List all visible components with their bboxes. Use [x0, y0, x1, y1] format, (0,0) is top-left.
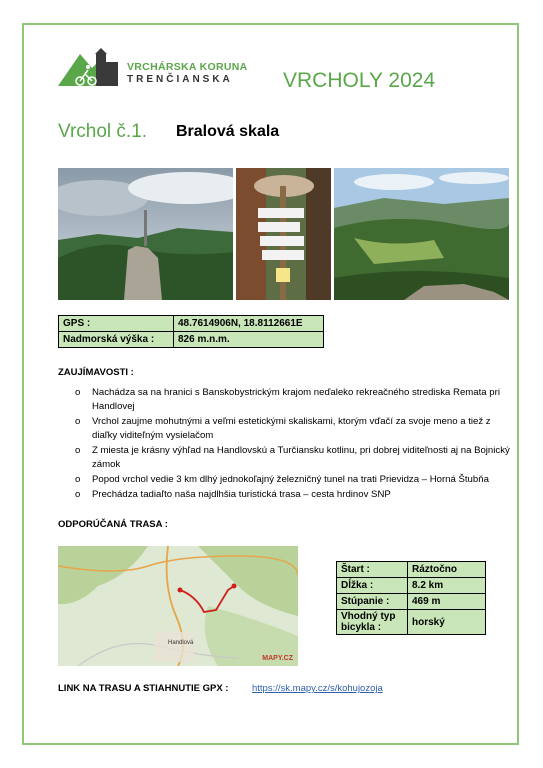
table-row [59, 332, 324, 348]
map-brand-logo: MAPY.CZ [262, 655, 293, 662]
table-row [337, 578, 486, 594]
table-row [337, 594, 486, 610]
ascent-label: Stúpanie : [337, 594, 408, 610]
list-item: o Prechádza tadiaľto naša najdlhšia turistická trasa – cesta hrdinov SNP [75, 489, 391, 500]
photo-signpost [236, 168, 331, 300]
bullet-icon: o [75, 387, 81, 398]
photo-rock-tower [58, 168, 233, 300]
table-row [59, 316, 324, 332]
bullet-icon: o [75, 489, 81, 500]
altitude-value: 826 m.n.m. [174, 332, 324, 348]
gps-label: GPS : [59, 316, 174, 332]
peak-label: Vrchol č.1. [58, 121, 148, 142]
table-row [337, 610, 486, 635]
list-item: o Popod vrchol vedie 3 km dlhý jednokoľajný železničný tunel na trati Prievidza – Horná Štubňa [75, 474, 489, 485]
gpx-link-label: LINK NA TRASU A STIAHNUTIE GPX : [58, 683, 229, 694]
gps-value: 48.7614906N, 18.8112661E [174, 316, 324, 332]
gps-table [58, 315, 324, 348]
logo-title: VRCHÁRSKA KORUNA [127, 61, 248, 73]
gpx-link[interactable]: https://sk.mapy.cz/s/kohujozoja [252, 683, 383, 694]
logo-subtitle: TRENČIANSKA [127, 74, 233, 85]
ascent-value: 469 m [408, 594, 486, 610]
bullet-icon: o [75, 474, 81, 485]
bike-type-value: horský [408, 610, 486, 635]
route-table [336, 561, 486, 635]
map-town-label: Handlová [168, 640, 194, 646]
route-map[interactable] [58, 546, 298, 666]
table-row [337, 562, 486, 578]
start-value: Ráztočno [408, 562, 486, 578]
route-heading: ODPORÚČANÁ TRASA : [58, 519, 168, 530]
length-label: Dĺžka : [337, 578, 408, 594]
list-item: o Nachádza sa na hranici s Banskobystrickým krajom neďaleko rekreačného strediska Remata pri Handlovej [75, 387, 500, 412]
start-label: Štart : [337, 562, 408, 578]
altitude-label: Nadmorská výška : [59, 332, 174, 348]
bullet-icon: o [75, 416, 81, 427]
length-value: 8.2 km [408, 578, 486, 594]
attractions-heading: ZAUJÍMAVOSTI : [58, 367, 134, 378]
photo-valley-view [334, 168, 509, 300]
year-title: VRCHOLY 2024 [283, 69, 436, 92]
list-item: o Z miesta je krásny výhľad na Handlovskú a Turčiansku kotlinu, pri dobrej viditeľnosti aj na Bojnický zámok [75, 445, 510, 470]
bike-type-label: Vhodný typ bicykla : [337, 610, 408, 635]
attractions-list [75, 386, 515, 503]
bullet-icon: o [75, 445, 81, 456]
list-item: o Vrchol zaujme mohutnými a veľmi estetickými skaliskami, ktorým vďačí za svoje meno a tiež z diaľky viditeľným vysielačom [75, 416, 491, 441]
peak-name: Bralová skala [176, 123, 280, 140]
